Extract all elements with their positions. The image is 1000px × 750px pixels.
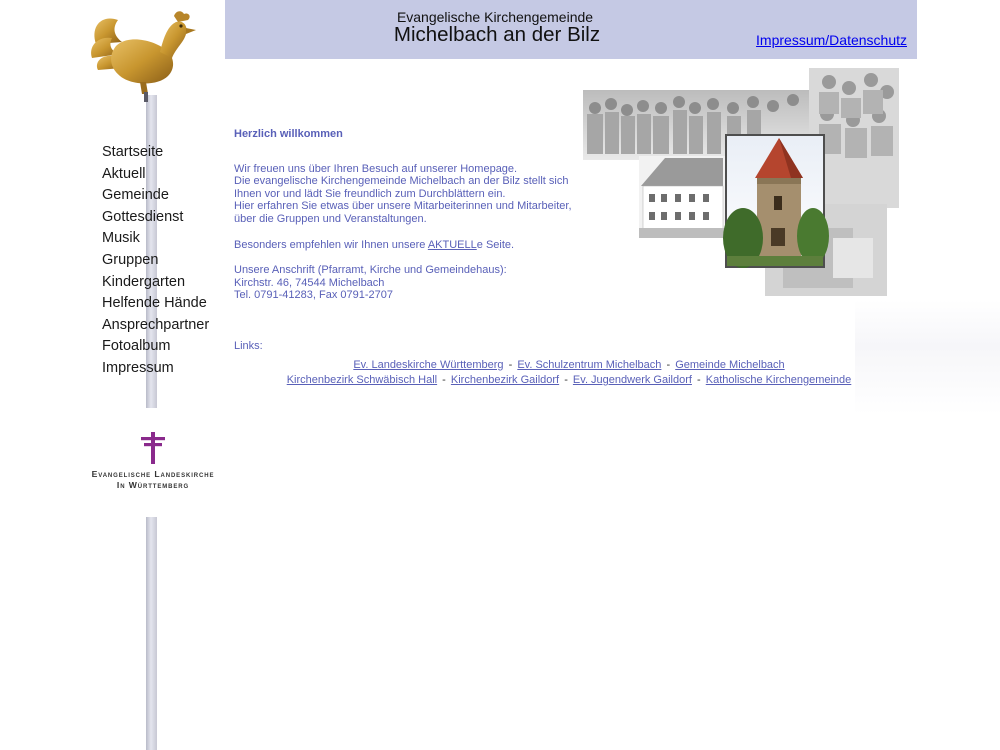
nav-item-helfende-haende[interactable]: Helfende Hände [102,295,207,312]
link-separator: - [666,359,671,371]
page-title: Michelbach an der Bilz [393,23,601,46]
church-photo [723,134,829,268]
external-links [230,358,908,388]
links-row-1 [230,358,908,373]
links-label: Links: [234,340,263,352]
landeskirche-logo[interactable] [86,432,220,490]
recommend-text-before: Besonders empfehlen wir Ihnen unsere [234,238,428,251]
nav-item-startseite[interactable]: Startseite [102,144,164,160]
welcome-heading: Herzlich willkommen [234,128,343,140]
recommend-text-after: e Seite. [476,238,515,251]
nav-item-fotoalbum[interactable]: Fotoalbum [102,338,171,355]
link-separator: - [697,374,701,386]
logo-line-1: Evangelische Landeskirche [91,469,215,479]
link-gemeinde-michelbach[interactable]: Gemeinde Michelbach [675,359,785,371]
header-subtitle: Evangelische Kirchengemeinde [396,9,594,25]
link-schulzentrum-michelbach[interactable]: Ev. Schulzentrum Michelbach [517,359,662,371]
links-row-2 [230,373,908,388]
link-separator: - [508,359,513,371]
link-katholische-kirchengemeinde[interactable]: Katholische Kirchengemeinde [705,374,852,386]
intro-line: Ihnen vor und lädt Sie freundlich zum Durchblättern ein. [234,187,506,200]
recommendation-text [234,239,579,252]
nav-item-gemeinde[interactable]: Gemeinde [102,187,169,204]
nav-item-kindergarten[interactable]: Kindergarten [102,273,186,290]
intro-line: Die evangelische Kirchengemeinde Michelbach an der Bilz stellt sich [234,175,569,188]
intro-line: über die Gruppen und Veranstaltungen. [234,212,427,225]
nav-item-aktuell[interactable]: Aktuell [102,165,146,182]
nav-item-impressum[interactable]: Impressum [102,359,174,376]
logo-line-2: In Württemberg [116,480,190,490]
photo-collage [583,68,899,296]
link-landeskirche-wuerttemberg[interactable]: Ev. Landeskirche Württemberg [353,359,504,371]
parish-house-photo [639,156,729,238]
nav-item-gruppen[interactable]: Gruppen [102,251,159,268]
impressum-datenschutz-link[interactable]: Impressum/Datenschutz [756,32,907,48]
link-jugendwerk-gaildorf[interactable]: Ev. Jugendwerk Gaildorf [572,374,692,386]
address-line: Unsere Anschrift (Pfarramt, Kirche und Gemeindehaus): [234,264,507,277]
intro-line: Wir freuen uns über Ihren Besuch auf unserer Homepage. [234,162,518,175]
welcome-text-section [234,128,579,302]
page-header [225,0,917,59]
address-line: Kirchstr. 46, 74544 Michelbach [234,276,385,289]
link-separator: - [442,374,446,386]
address-line: Tel. 0791-41283, Fax 0791-2707 [234,289,394,302]
link-kirchenbezirk-gaildorf[interactable]: Kirchenbezirk Gaildorf [450,374,560,386]
nav-item-gottesdienst[interactable]: Gottesdienst [102,208,184,225]
aktuell-link[interactable]: AKTUELL [427,238,477,251]
nav-item-ansprechpartner[interactable]: Ansprechpartner [102,316,210,333]
intro-line: Hier erfahren Sie etwas über unsere Mitarbeiterinnen und Mitarbeiter, [234,200,572,213]
link-kirchenbezirk-schwaebisch-hall[interactable]: Kirchenbezirk Schwäbisch Hall [286,374,438,386]
cross-icon [140,432,166,464]
link-separator: - [564,374,568,386]
spacer [234,251,579,264]
nav-item-musik[interactable]: Musik [102,230,140,247]
pole-decoration-bottom [146,517,157,750]
spacer [234,226,579,239]
main-navigation [102,142,209,380]
rooster-weathervane-icon [88,6,200,102]
